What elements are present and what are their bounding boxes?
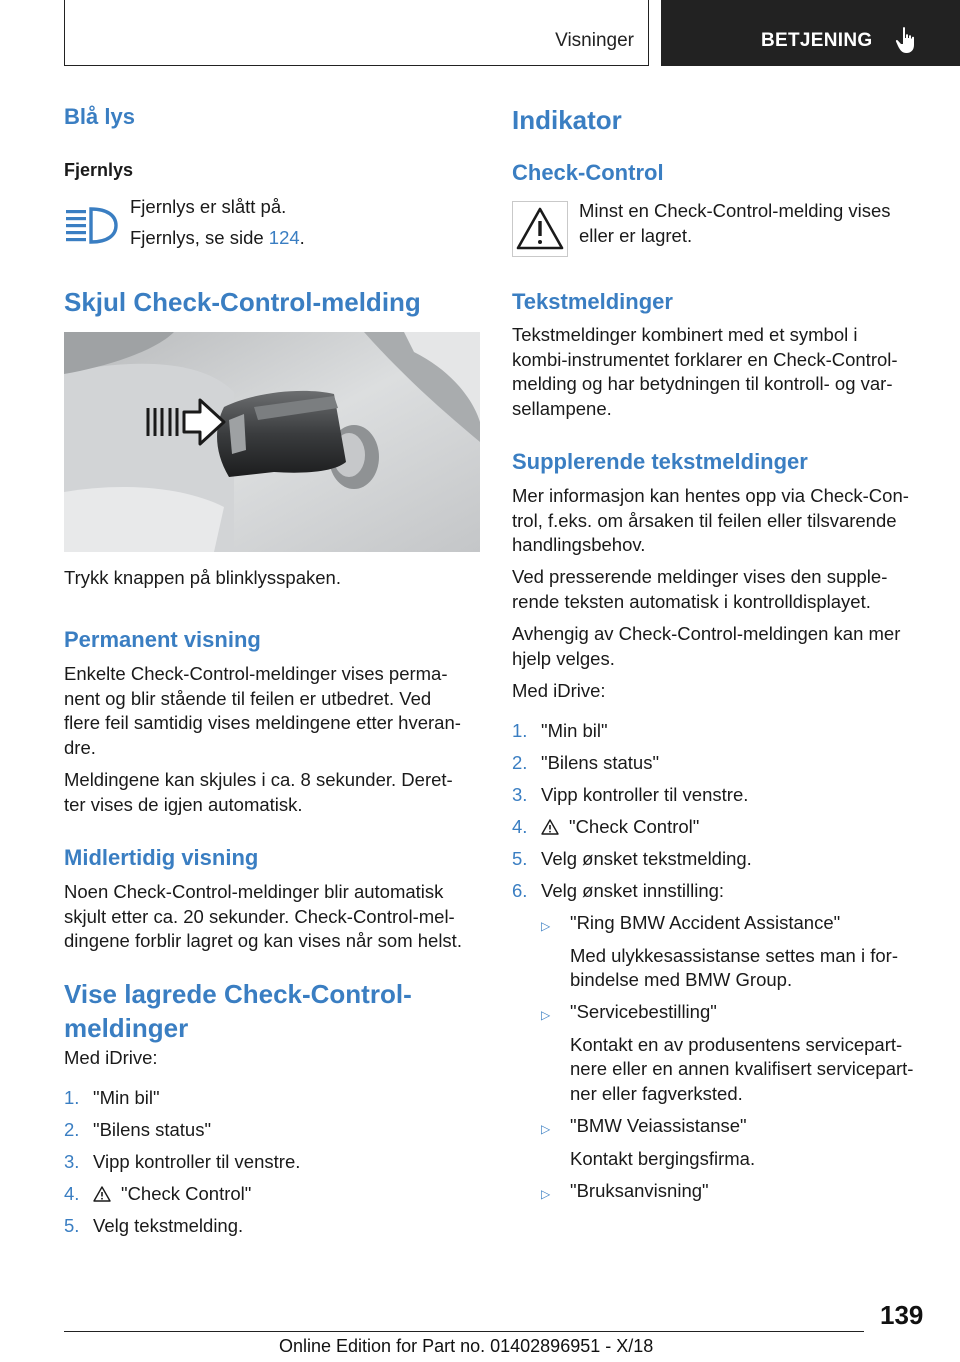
permanent-display-heading: Permanent visning: [64, 627, 261, 652]
text-line: kombi-instrumentet forklarer en Check-Control-: [512, 348, 898, 370]
step-text: "Check Control": [121, 1183, 252, 1204]
step-number: 2.: [512, 752, 528, 773]
high-beam-desc: Fjernlys er slått på.: [130, 196, 287, 217]
heading-line: Vise lagrede Check-Control-: [64, 979, 412, 1009]
heading-line: meldinger: [64, 1013, 189, 1043]
text-line: flere feil samtidig vises meldingene etter hveran-: [64, 712, 461, 733]
text-line: Meldingene kan skjules i ca. 8 sekunder. Deret-: [64, 769, 453, 790]
text-line: Enkelte Check-Control-meldinger vises perma-: [64, 663, 448, 684]
high-beam-ref: [130, 226, 305, 251]
text-line: Noen Check-Control-meldinger blir automatisk: [64, 881, 444, 902]
permanent-paragraph-2: [64, 768, 453, 817]
text-line: sellampene.: [512, 397, 612, 419]
hide-message-heading: Skjul Check-Control-melding: [64, 287, 421, 317]
option-text: [570, 1114, 755, 1171]
step-number: 5.: [512, 848, 528, 869]
step-number: 4.: [64, 1183, 80, 1204]
footer-divider: [64, 1331, 864, 1332]
text-messages-heading: Tekstmeldinger: [512, 289, 673, 314]
check-control-heading: Check-Control: [512, 160, 664, 185]
header-chapter-box: [661, 0, 960, 66]
triangle-bullet-icon: ▷: [541, 1187, 551, 1201]
option-title: "Ring BMW Accident Assistance": [570, 912, 841, 933]
step-text: Vipp kontroller til venstre.: [93, 1151, 301, 1172]
header-section-box: [64, 0, 649, 66]
text-line: nent og blir stående til feilen er utbedret. Ved: [64, 687, 432, 709]
step-number: 4.: [512, 816, 528, 837]
text-line: hjelp velges.: [512, 647, 615, 669]
step-text: Velg tekstmelding.: [93, 1215, 244, 1236]
high-beam-ref-suffix: .: [299, 227, 305, 248]
step-number: 5.: [64, 1215, 80, 1236]
warning-triangle-icon: [541, 819, 559, 835]
warning-triangle-icon: [93, 1186, 111, 1202]
text-line: dre.: [64, 736, 96, 758]
text-line: Mer informasjon kan hentes opp via Check-Con-: [512, 485, 909, 506]
stored-messages-heading: [64, 977, 412, 1045]
text-line: Minst en Check-Control-melding vises: [579, 200, 891, 221]
supplementary-paragraph: [512, 484, 909, 558]
triangle-bullet-icon: ▷: [541, 1008, 551, 1022]
text-line: dingene forblir lagret og kan vises når som helst.: [64, 930, 462, 951]
step-text: "Check Control": [569, 816, 700, 837]
footer-edition: Online Edition for Part no. 01402896951 - X/18: [279, 1336, 654, 1356]
triangle-bullet-icon: ▷: [541, 1122, 551, 1136]
blue-lights-heading: Blå lys: [64, 104, 135, 129]
text-messages-paragraph: [512, 323, 898, 421]
step-number: 1.: [64, 1087, 80, 1108]
text-line: skjult etter ca. 20 sekunder. Check-Control-mel-: [64, 905, 455, 927]
step-text: "Min bil": [93, 1087, 160, 1108]
option-title: "Bruksanvisning": [570, 1180, 709, 1201]
option-desc: bindelse med BMW Group.: [570, 969, 793, 990]
high-beam-heading: Fjernlys: [64, 160, 134, 180]
step-number: 1.: [512, 720, 528, 741]
warning-triangle-icon: [512, 201, 568, 257]
with-idrive-label: Med iDrive:: [64, 1047, 158, 1068]
step-number: 6.: [512, 880, 528, 901]
option-text: [570, 1179, 709, 1204]
indicator-heading: Indikator: [512, 105, 622, 135]
text-line: rende teksten automatisk i kontrolldisplayet.: [512, 590, 871, 612]
option-desc: Kontakt bergingsfirma.: [570, 1147, 756, 1169]
supplementary-paragraph-2: [512, 565, 887, 614]
photo-caption: Trykk knappen på blinklysspaken.: [64, 567, 341, 588]
option-text: [570, 1000, 913, 1106]
supplementary-paragraph-3: [512, 622, 900, 671]
step-number: 2.: [64, 1119, 80, 1140]
header-chapter-title: BETJENING: [761, 30, 873, 51]
text-line: melding og har betydningen til kontroll- og var-: [512, 373, 893, 394]
option-text: [570, 911, 898, 993]
option-desc: Med ulykkesassistanse settes man i for-: [570, 944, 898, 966]
turn-signal-lever-photo: [64, 332, 480, 552]
permanent-paragraph: [64, 662, 461, 760]
lever-illustration: [64, 332, 480, 552]
step-text: Velg ønsket innstilling:: [541, 880, 725, 901]
option-desc: Kontakt en av produsentens servicepart-: [570, 1033, 903, 1055]
temporary-display-heading: Midlertidig visning: [64, 845, 259, 870]
option-desc: ner eller fagverksted.: [570, 1082, 743, 1104]
option-title: "BMW Veiassistanse": [570, 1115, 747, 1136]
text-line: ter vises de igjen automatisk.: [64, 793, 303, 815]
step-number: 3.: [64, 1151, 80, 1172]
option-title: "Servicebestilling": [570, 1001, 717, 1022]
step-text: "Bilens status": [541, 752, 660, 773]
text-line: trol, f.eks. om årsaken til feilen eller tilsvarende: [512, 509, 897, 531]
text-line: Tekstmeldinger kombinert med et symbol i: [512, 324, 858, 345]
text-line: handlingsbehov.: [512, 534, 646, 555]
header-section-title: Visninger: [555, 30, 634, 51]
step-text-with-icon: [93, 1182, 251, 1206]
option-desc: nere eller en annen kvalifisert servicepart-: [570, 1058, 914, 1079]
with-idrive-label: Med iDrive:: [512, 680, 606, 701]
text-line: Avhengig av Check-Control-meldingen kan mer: [512, 623, 901, 644]
step-text-with-icon: [541, 815, 699, 839]
text-line: eller er lagret.: [579, 224, 693, 246]
high-beam-ref-prefix: Fjernlys, se side: [130, 227, 269, 248]
step-text: "Bilens status": [93, 1119, 212, 1140]
step-text: "Min bil": [541, 720, 608, 741]
supplementary-messages-heading: Supplerende tekstmeldinger: [512, 449, 808, 474]
temporary-paragraph: [64, 880, 462, 954]
step-text: Velg ønsket tekstmelding.: [541, 848, 752, 869]
check-control-desc: [579, 199, 891, 248]
step-text: Vipp kontroller til venstre.: [541, 784, 749, 805]
page-number: 139: [880, 1300, 924, 1330]
text-line: Ved presserende meldinger vises den supple-: [512, 566, 888, 587]
high-beam-icon: [64, 206, 118, 246]
step-number: 3.: [512, 784, 528, 805]
page-link-124[interactable]: 124: [268, 227, 300, 248]
triangle-bullet-icon: ▷: [541, 919, 551, 933]
pointing-hand-icon: [894, 26, 920, 54]
